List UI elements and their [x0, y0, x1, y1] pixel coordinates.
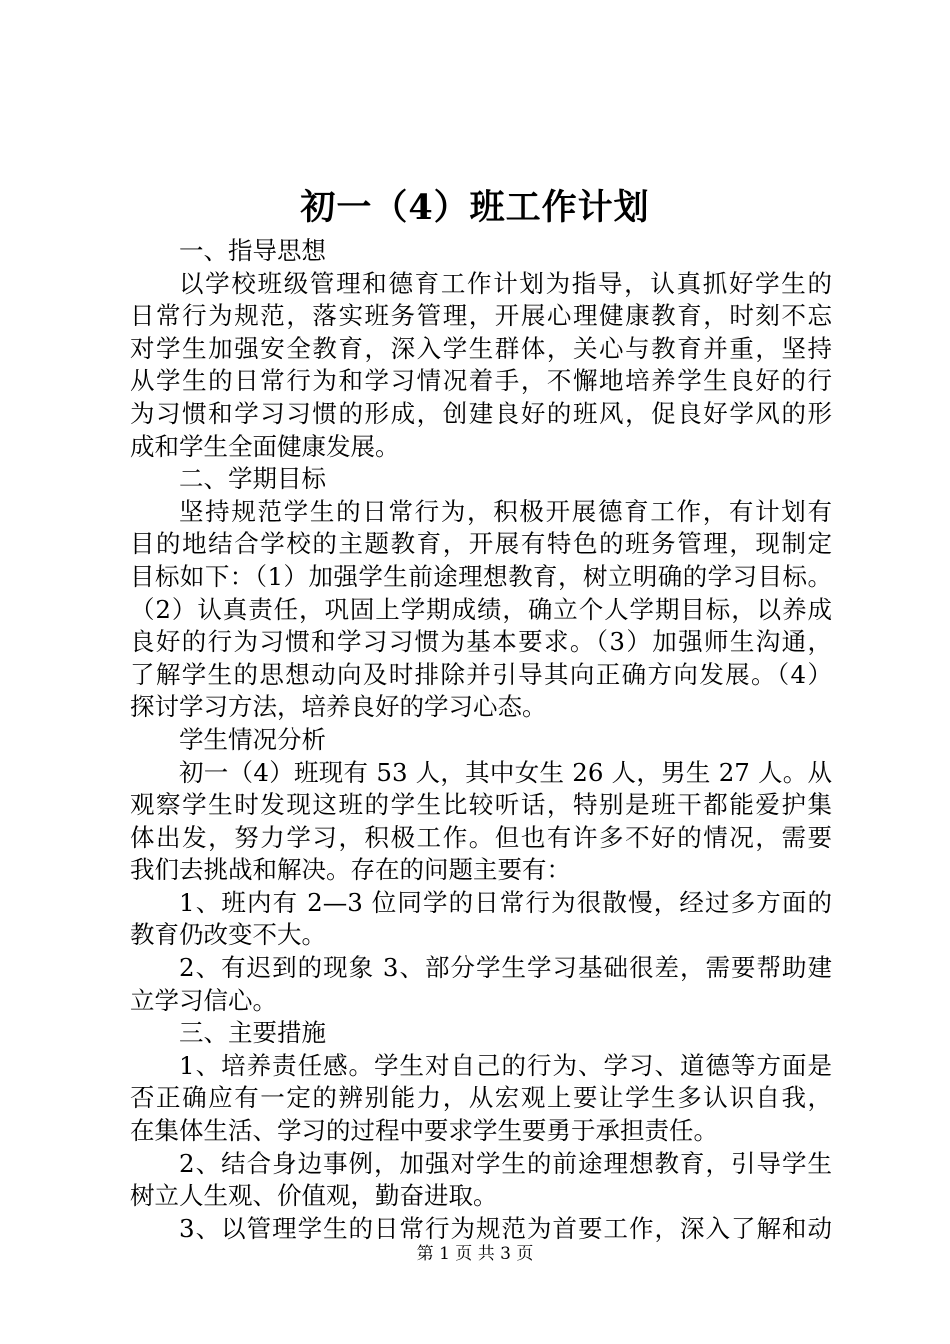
document-title: 初一（4）班工作计划 — [300, 187, 650, 228]
body-line: （2）认真责任，巩固上学期成绩，确立个人学期目标，以养成 — [130, 594, 832, 624]
body-line: 1、班内有 2—3 位同学的日常行为很散慢，经过多方面的 — [179, 887, 832, 917]
body-line: 了解学生的思想动向及时排除并引导其向正确方向发展。（4） — [130, 659, 832, 689]
body-line: 三、主要措施 — [179, 1018, 326, 1048]
page-footer: 第 1 页 共 3 页 — [416, 1244, 534, 1264]
body-line: 对学生加强安全教育，深入学生群体，关心与教育并重，坚持 — [130, 333, 832, 363]
body-line: 教育仍改变不大。 — [130, 920, 326, 950]
body-line: 立学习信心。 — [130, 985, 277, 1015]
body-line: 从学生的日常行为和学习情况着手，不懈地培养学生良好的行 — [130, 366, 832, 396]
document-body — [130, 235, 832, 1245]
body-line: 体出发，努力学习，积极工作。但也有许多不好的情况，需要 — [130, 822, 832, 852]
body-line: 二、学期目标 — [179, 464, 326, 494]
body-line: 一、指导思想 — [179, 236, 326, 265]
body-line: 良好的行为习惯和学习习惯为基本要求。（3）加强师生沟通， — [130, 627, 832, 657]
body-line: 坚持规范学生的日常行为，积极开展德育工作，有计划有 — [179, 496, 832, 526]
body-line: 树立人生观、价值观，勤奋进取。 — [130, 1181, 498, 1211]
body-line: 目的地结合学校的主题教育，开展有特色的班务管理，现制定 — [130, 529, 832, 559]
body-line: 学生情况分析 — [179, 724, 326, 754]
body-line: 成和学生全面健康发展。 — [130, 431, 400, 461]
body-line: 1、培养责任感。学生对自己的行为、学习、道德等方面是 — [179, 1050, 832, 1080]
body-line: 日常行为规范，落实班务管理，开展心理健康教育，时刻不忘 — [130, 301, 832, 331]
body-line: 以学校班级管理和德育工作计划为指导，认真抓好学生的 — [179, 268, 832, 298]
body-line: 我们去挑战和解决。存在的问题主要有： — [130, 855, 571, 885]
body-line: 目标如下：（1）加强学生前途理想教育，树立明确的学习目标。 — [130, 561, 832, 591]
body-line: 探讨学习方法，培养良好的学习心态。 — [130, 692, 547, 722]
body-line: 在集体生活、学习的过程中要求学生要勇于承担责任。 — [130, 1116, 718, 1146]
body-line: 2、有迟到的现象 3、部分学生学习基础很差，需要帮助建 — [179, 953, 832, 983]
body-line: 初一（4）班现有 53 人，其中女生 26 人，男生 27 人。从 — [179, 757, 832, 787]
body-line: 为习惯和学习习惯的形成，创建良好的班风，促良好学风的形 — [130, 398, 832, 428]
body-line: 观察学生时发现这班的学生比较听话，特别是班干都能爱护集 — [130, 790, 832, 820]
body-line: 3、以管理学生的日常行为规范为首要工作，深入了解和动 — [179, 1213, 832, 1243]
body-line: 否正确应有一定的辨别能力，从宏观上要让学生多认识自我， — [130, 1083, 832, 1113]
body-line: 2、结合身边事例，加强对学生的前途理想教育，引导学生 — [179, 1148, 832, 1178]
